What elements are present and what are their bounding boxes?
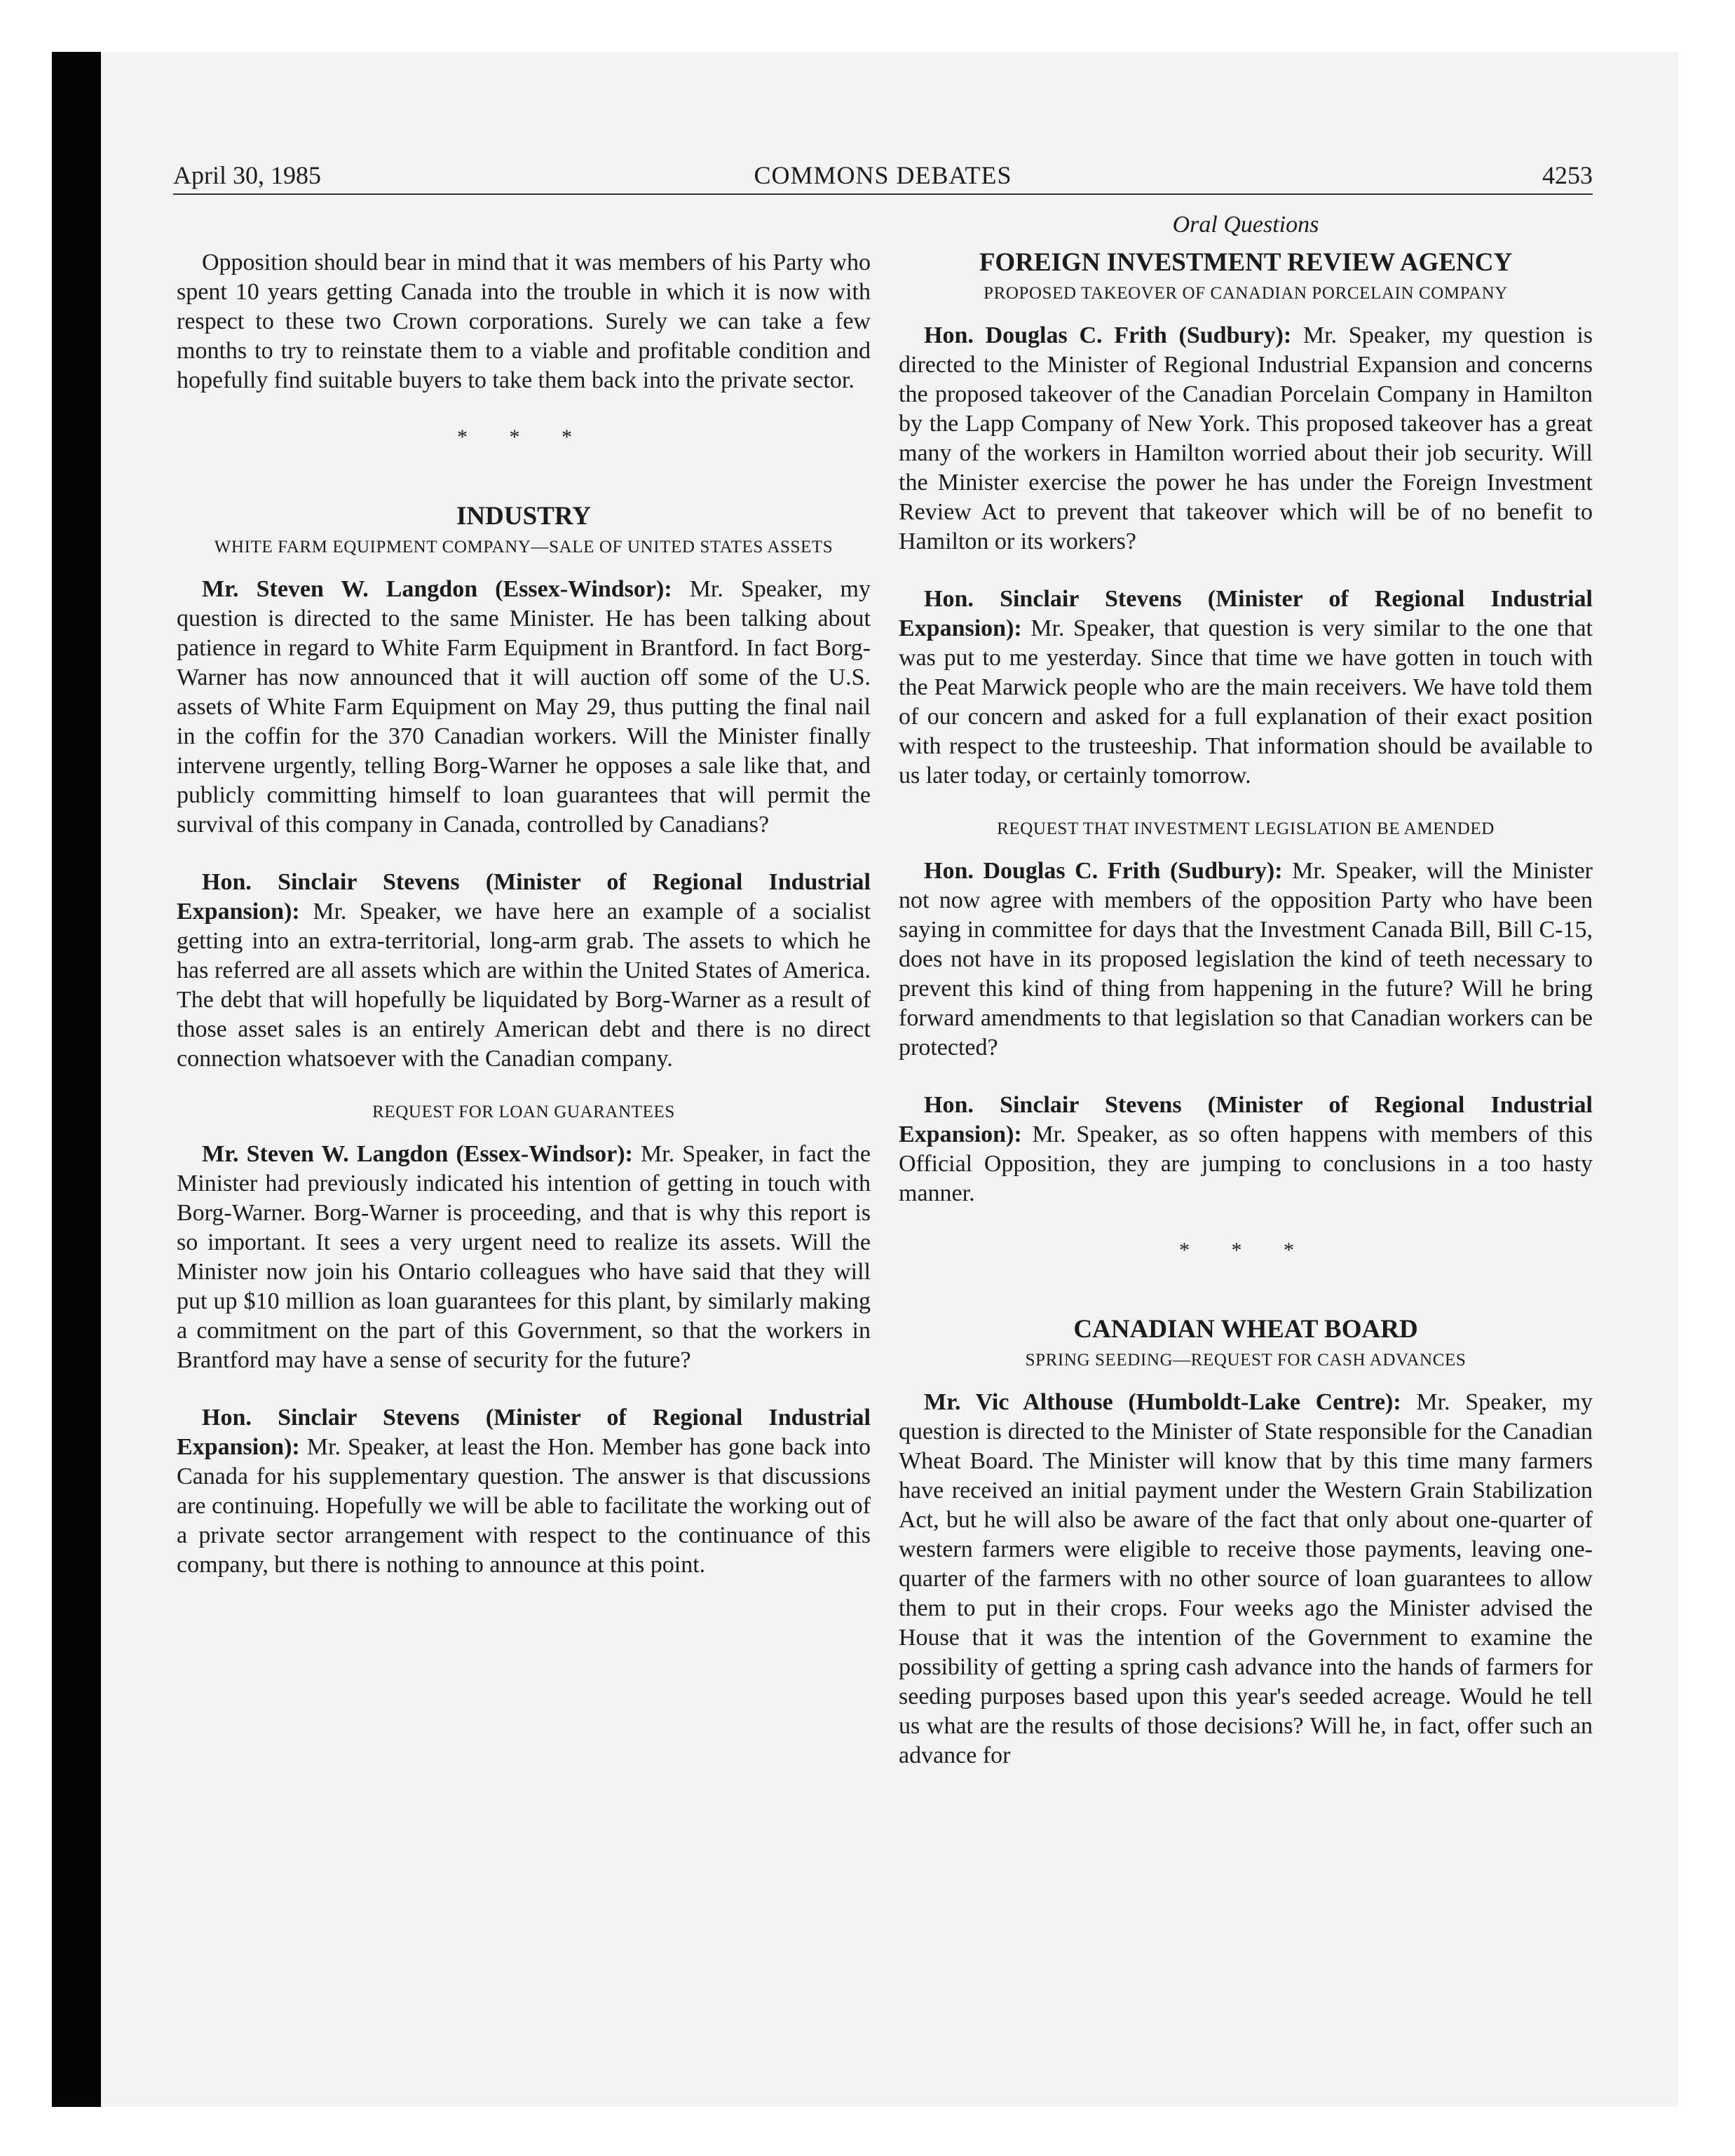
speech-text: Mr. Speaker, will the Minister not now agree with members of the opposition Party who have been saying in committee for days that the Investment Canada Bill, Bill C-15, does not have in its proposed legislation the kind of teeth necessary to prevent this kind of thing from happening in the future? Will he bring forward amendments to that legislation so that Canadian workers can be protected? [899,858,1593,1060]
page-header [173,157,1593,193]
header-rule [173,193,1593,195]
scan-edge-bar [52,52,101,2107]
subheading-investment-legislation: REQUEST THAT INVESTMENT LEGISLATION BE AMENDED [997,819,1495,838]
opening-paragraph: Opposition should bear in mind that it was members of his Party who spent 10 years getting Canada into the trouble in which it is now with respect to these two Crown corporations. Surely we can take a few months to try to reinstate them to a viable and profitable condition and hopefully find suitable buyers to take them back into the private sector. [177,250,871,393]
speaker-name: Hon. Sinclair Stevens (Minister of Regional Industrial Expansion): [177,869,871,925]
speech-paragraph [899,1388,1593,1770]
speech-paragraph [899,585,1593,791]
speaker-name: Mr. Steven W. Langdon (Essex-Windsor): [202,1141,633,1167]
speaker-name: Hon. Sinclair Stevens (Minister of Regional Industrial Expansion): [177,1405,871,1460]
speaker-name: Hon. Sinclair Stevens (Minister of Regional Industrial Expansion): [899,1092,1593,1147]
subheading-loan-guarantees: REQUEST FOR LOAN GUARANTEES [372,1103,675,1121]
section-title-wheat-board: CANADIAN WHEAT BOARD [1073,1315,1418,1344]
speaker-name: Hon. Douglas C. Frith (Sudbury): [924,858,1283,884]
left-column [177,210,871,1608]
section-title-industry: INDUSTRY [456,502,591,531]
speech-paragraph [899,857,1593,1063]
subheading-porcelain: PROPOSED TAKEOVER OF CANADIAN PORCELAIN COMPANY [984,284,1508,303]
speech-paragraph [899,1091,1593,1208]
speaker-name: Mr. Steven W. Langdon (Essex-Windsor): [202,576,672,602]
speaker-name: Mr. Vic Althouse (Humboldt-Lake Centre): [924,1389,1401,1415]
section-separator: * * * [1179,1239,1312,1262]
subheading-white-farm: WHITE FARM EQUIPMENT COMPANY—SALE OF UNITED STATES ASSETS [214,538,834,557]
subheading-cash-advances: SPRING SEEDING—REQUEST FOR CASH ADVANCES [1025,1351,1467,1370]
speech-text: Mr. Speaker, my question is directed to the Minister of Regional Industrial Expansion and concerns the proposed takeover of the Canadian Porcelain Company in Hamilton by the Lapp Company of New York. This proposed takeover has a great many of the workers in Hamilton worried about their job security. Will the Minister exercise the power he has under the Foreign Investment Review Act to prevent that takeover which will be of no benefit to Hamilton or its workers? [899,322,1593,554]
speech-text: Mr. Speaker, we have here an example of a socialist getting into an extra-territorial, long-arm grab. The assets to which he has referred are all assets which are within the United States of America. The debt that will hopefully be liquidated by Borg-Warner as a result of those asset sales is an entirely American debt and there is no direct connection whatsoever with the Canadian company. [177,899,871,1072]
header-date: April 30, 1985 [173,161,321,189]
speech-paragraph [177,1403,871,1580]
header-page-number: 4253 [1542,161,1593,189]
section-title-fira: FOREIGN INVESTMENT REVIEW AGENCY [979,248,1513,277]
speech-text: Mr. Speaker, my question is directed to the Minister of State responsible for the Canadian Wheat Board. The Minister will know that by this time many farmers have received an initial payment under the Western Grain Stabilization Act, but he will also be aware of the fact that only about one-quarter of western farmers were eligible to receive those payments, leaving one-quarter of the farmers with no other source of loan guarantees to allow them to put in their crops. Four weeks ago the Minister advised the House that it was the intention of the Government to examine the possibility of getting a spring cash advance into the hands of farmers for seeding purposes based upon this year's seeded acreage. Would he tell us what are the results of those decisions? Will he, in fact, offer such an advance for [899,1389,1593,1768]
speech-paragraph [177,1140,871,1375]
speech-text: Mr. Speaker, my question is directed to the same Minister. He has been talking about patience in regard to White Farm Equipment in Brantford. In fact Borg-Warner has now announced that it will auction off some of the U.S. assets of White Farm Equipment on May 29, thus putting the final nail in the coffin for the 370 Canadian workers. Will the Minister finally intervene urgently, telling Borg-Warner he opposes a sale like that, and publicly committing himself to loan guarantees that will permit the survival of this company in Canada, controlled by Canadians? [177,576,871,838]
speech-paragraph [177,575,871,840]
speech-text: Mr. Speaker, that question is very similar to the one that was put to me yesterday. Since that time we have gotten in touch with the Peat Marwick people who are the main receivers. We have told them of our concern and asked for a full explanation of their exact position with respect to the trusteeship. That information should be available to us later today, or certainly tomorrow. [899,615,1593,789]
section-separator: * * * [457,425,590,449]
right-column [899,210,1593,1799]
speech-text: Mr. Speaker, in fact the Minister had previously indicated his intention of getting in touch with Borg-Warner. Borg-Warner is proceeding, and that is why this report is so important. It sees a very urgent need to realize its assets. Will the Minister now join his Ontario colleagues who have said that they will put up $10 million as loan guarantees for this plant, by similarly making a commitment on the part of this Government, so that the workers in Brantford may have a sense of security for the future? [177,1141,871,1373]
speaker-name: Hon. Sinclair Stevens (Minister of Regional Industrial Expansion): [899,586,1593,641]
speech-text: Mr. Speaker, at least the Hon. Member has gone back into Canada for his supplementary question. The answer is that discussions are continuing. Hopefully we will be able to facilitate the working out of a private sector arrangement with respect to the continuance of this company, but there is nothing to announce at this point. [177,1434,871,1578]
speech-text: Mr. Speaker, as so often happens with members of this Official Opposition, they are jumping to conclusions in a too hasty manner. [899,1121,1593,1206]
speech-paragraph [177,868,871,1074]
header-publication: COMMONS DEBATES [754,161,1012,189]
speaker-name: Hon. Douglas C. Frith (Sudbury): [924,322,1292,348]
running-head: Oral Questions [1172,212,1319,238]
speech-paragraph [899,321,1593,557]
